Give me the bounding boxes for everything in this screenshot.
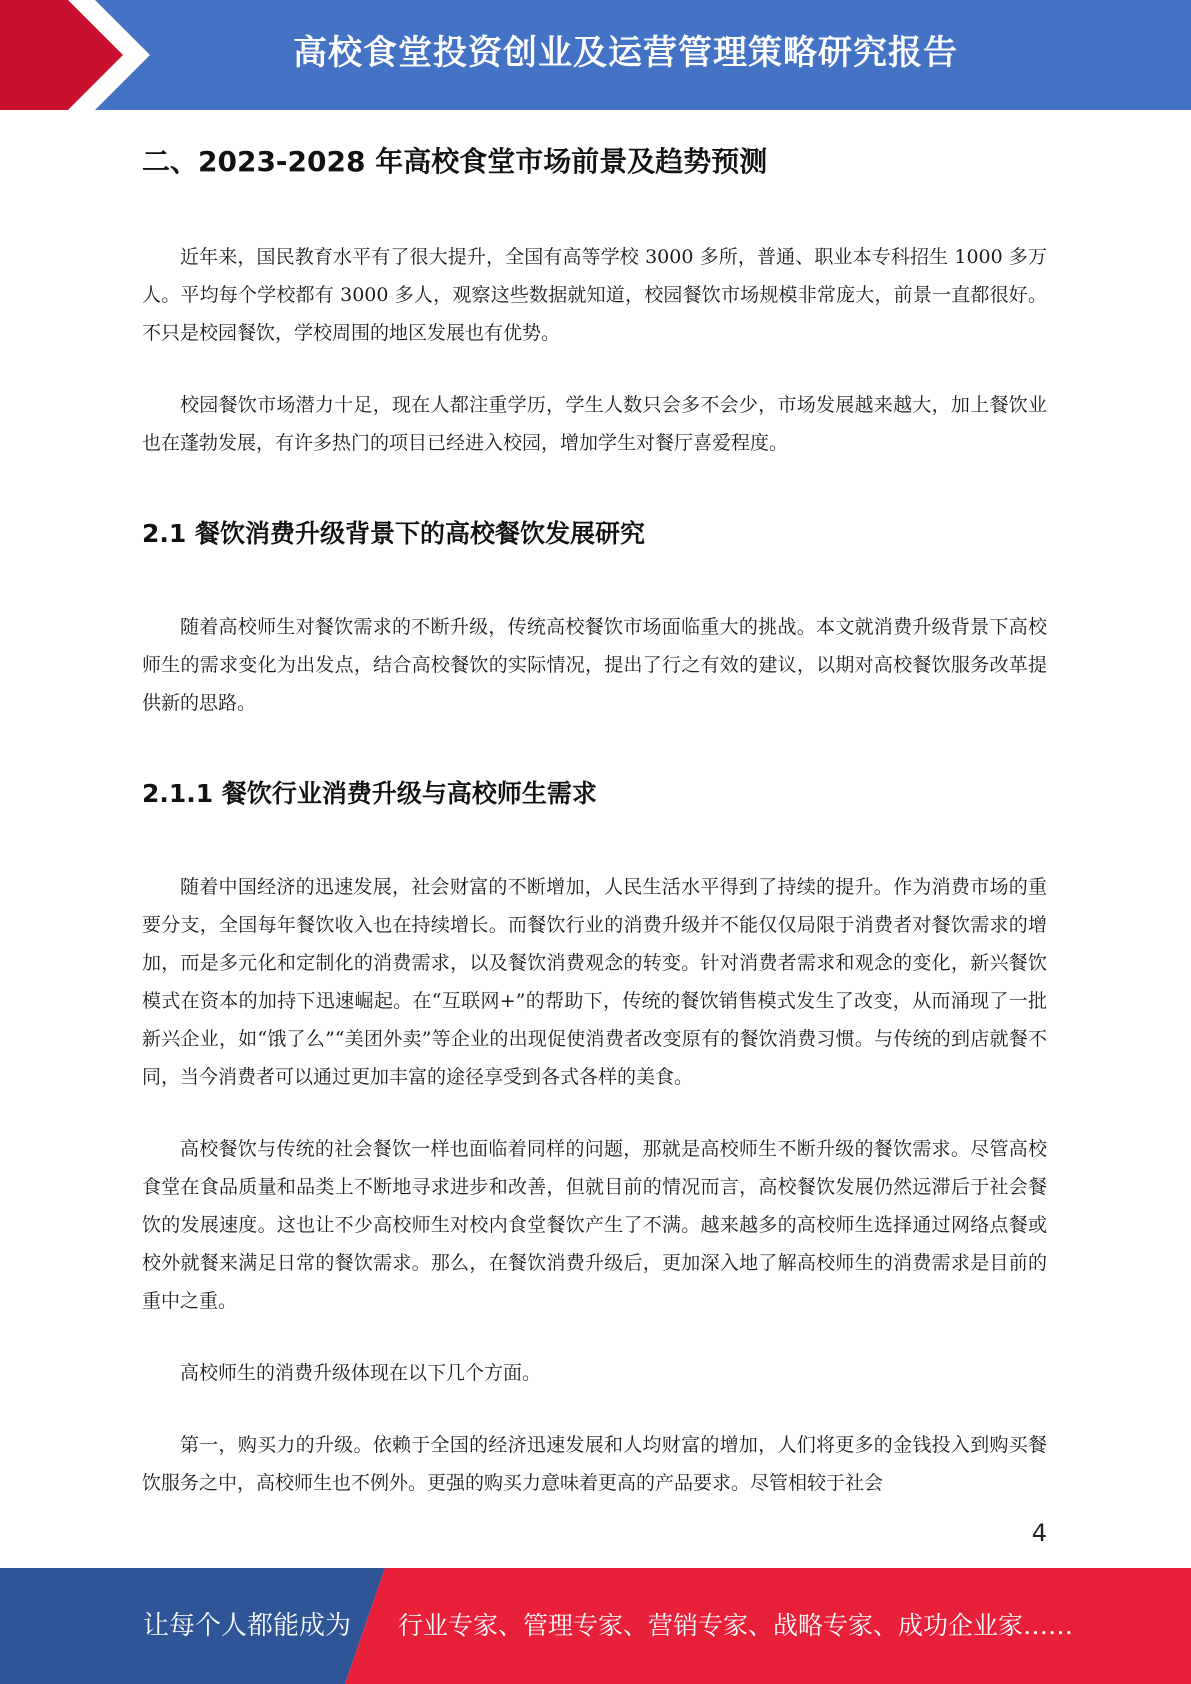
paragraph: 近年来，国民教育水平有了很大提升，全国有高等学校 3000 多所，普通、职业本专科招生 1000 多万人。平均每个学校都有 3000 多人，观察这些数据就知道，校园餐饮市场规模非常庞大，前景一直都很好。不只是校园餐饮，学校周围的地区发展也有优势。 (142, 246, 1047, 344)
paragraph: 第一，购买力的升级。依赖于全国的经济迅速发展和人均财富的增加，人们将更多的金钱投入到购买餐饮服务之中，高校师生也不例外。更强的购买力意味着更高的产品要求。尽管相较于社会 (142, 1434, 1047, 1494)
section-title: 二、2023-2028 年高校食堂市场前景及趋势预测 (142, 145, 768, 178)
footer-slogan-right: 行业专家、管理专家、营销专家、战略专家、成功企业家…… (398, 1611, 1074, 1640)
paragraph: 校园餐饮市场潜力十足，现在人都注重学历，学生人数只会多不会少，市场发展越来越大，加上餐饮业也在蓬勃发展，有许多热门的项目已经进入校园，增加学生对餐厅喜爱程度。 (142, 394, 1047, 454)
paragraph: 高校师生的消费升级体现在以下几个方面。 (180, 1362, 542, 1384)
report-title: 高校食堂投资创业及运营管理策略研究报告 (293, 33, 958, 73)
paragraph: 随着中国经济的迅速发展，社会财富的不断增加，人民生活水平得到了持续的提升。作为消费市场的重要分支，全国每年餐饮收入也在持续增长。而餐饮行业的消费升级并不能仅仅局限于消费者对餐饮需求的增加，而是多元化和定制化的消费需求，以及餐饮消费观念的转变。针对消费者需求和观念的变化，新兴餐饮模式在资本的加持下迅速崛起。在“互联网+”的帮助下，传统的餐饮销售模式发生了改变，从而涌现了一批新兴企业，如“饿了么”“美团外卖”等企业的出现促使消费者改变原有的餐饮消费习惯。与传统的到店就餐不同，当今消费者可以通过更加丰富的途径享受到各式各样的美食。 (142, 876, 1047, 1088)
footer-slogan-left: 让每个人都能成为 (143, 1611, 352, 1641)
subsection-title: 2.1.1 餐饮行业消费升级与高校师生需求 (142, 779, 597, 808)
document-body (142, 130, 1047, 1502)
paragraph: 高校餐饮与传统的社会餐饮一样也面临着同样的问题，那就是高校师生不断升级的餐饮需求。尽管高校食堂在食品质量和品类上不断地寻求进步和改善，但就目前的情况而言，高校餐饮发展仍然远滞后于社会餐饮的发展速度。这也让不少高校师生对校内食堂餐饮产生了不满。越来越多的高校师生选择通过网络点餐或校外就餐来满足日常的餐饮需求。那么，在餐饮消费升级后，更加深入地了解高校师生的消费需求是目前的重中之重。 (142, 1138, 1047, 1312)
header-banner (0, 0, 1191, 110)
page-number: 4 (1031, 1519, 1047, 1547)
paragraph: 随着高校师生对餐饮需求的不断升级，传统高校餐饮市场面临重大的挑战。本文就消费升级背景下高校师生的需求变化为出发点，结合高校餐饮的实际情况，提出了行之有效的建议，以期对高校餐饮服务改革提供新的思路。 (142, 616, 1047, 714)
footer-banner (0, 1568, 1191, 1684)
header-arrow-icon (0, 0, 150, 110)
subsection-title: 2.1 餐饮消费升级背景下的高校餐饮发展研究 (142, 519, 645, 548)
